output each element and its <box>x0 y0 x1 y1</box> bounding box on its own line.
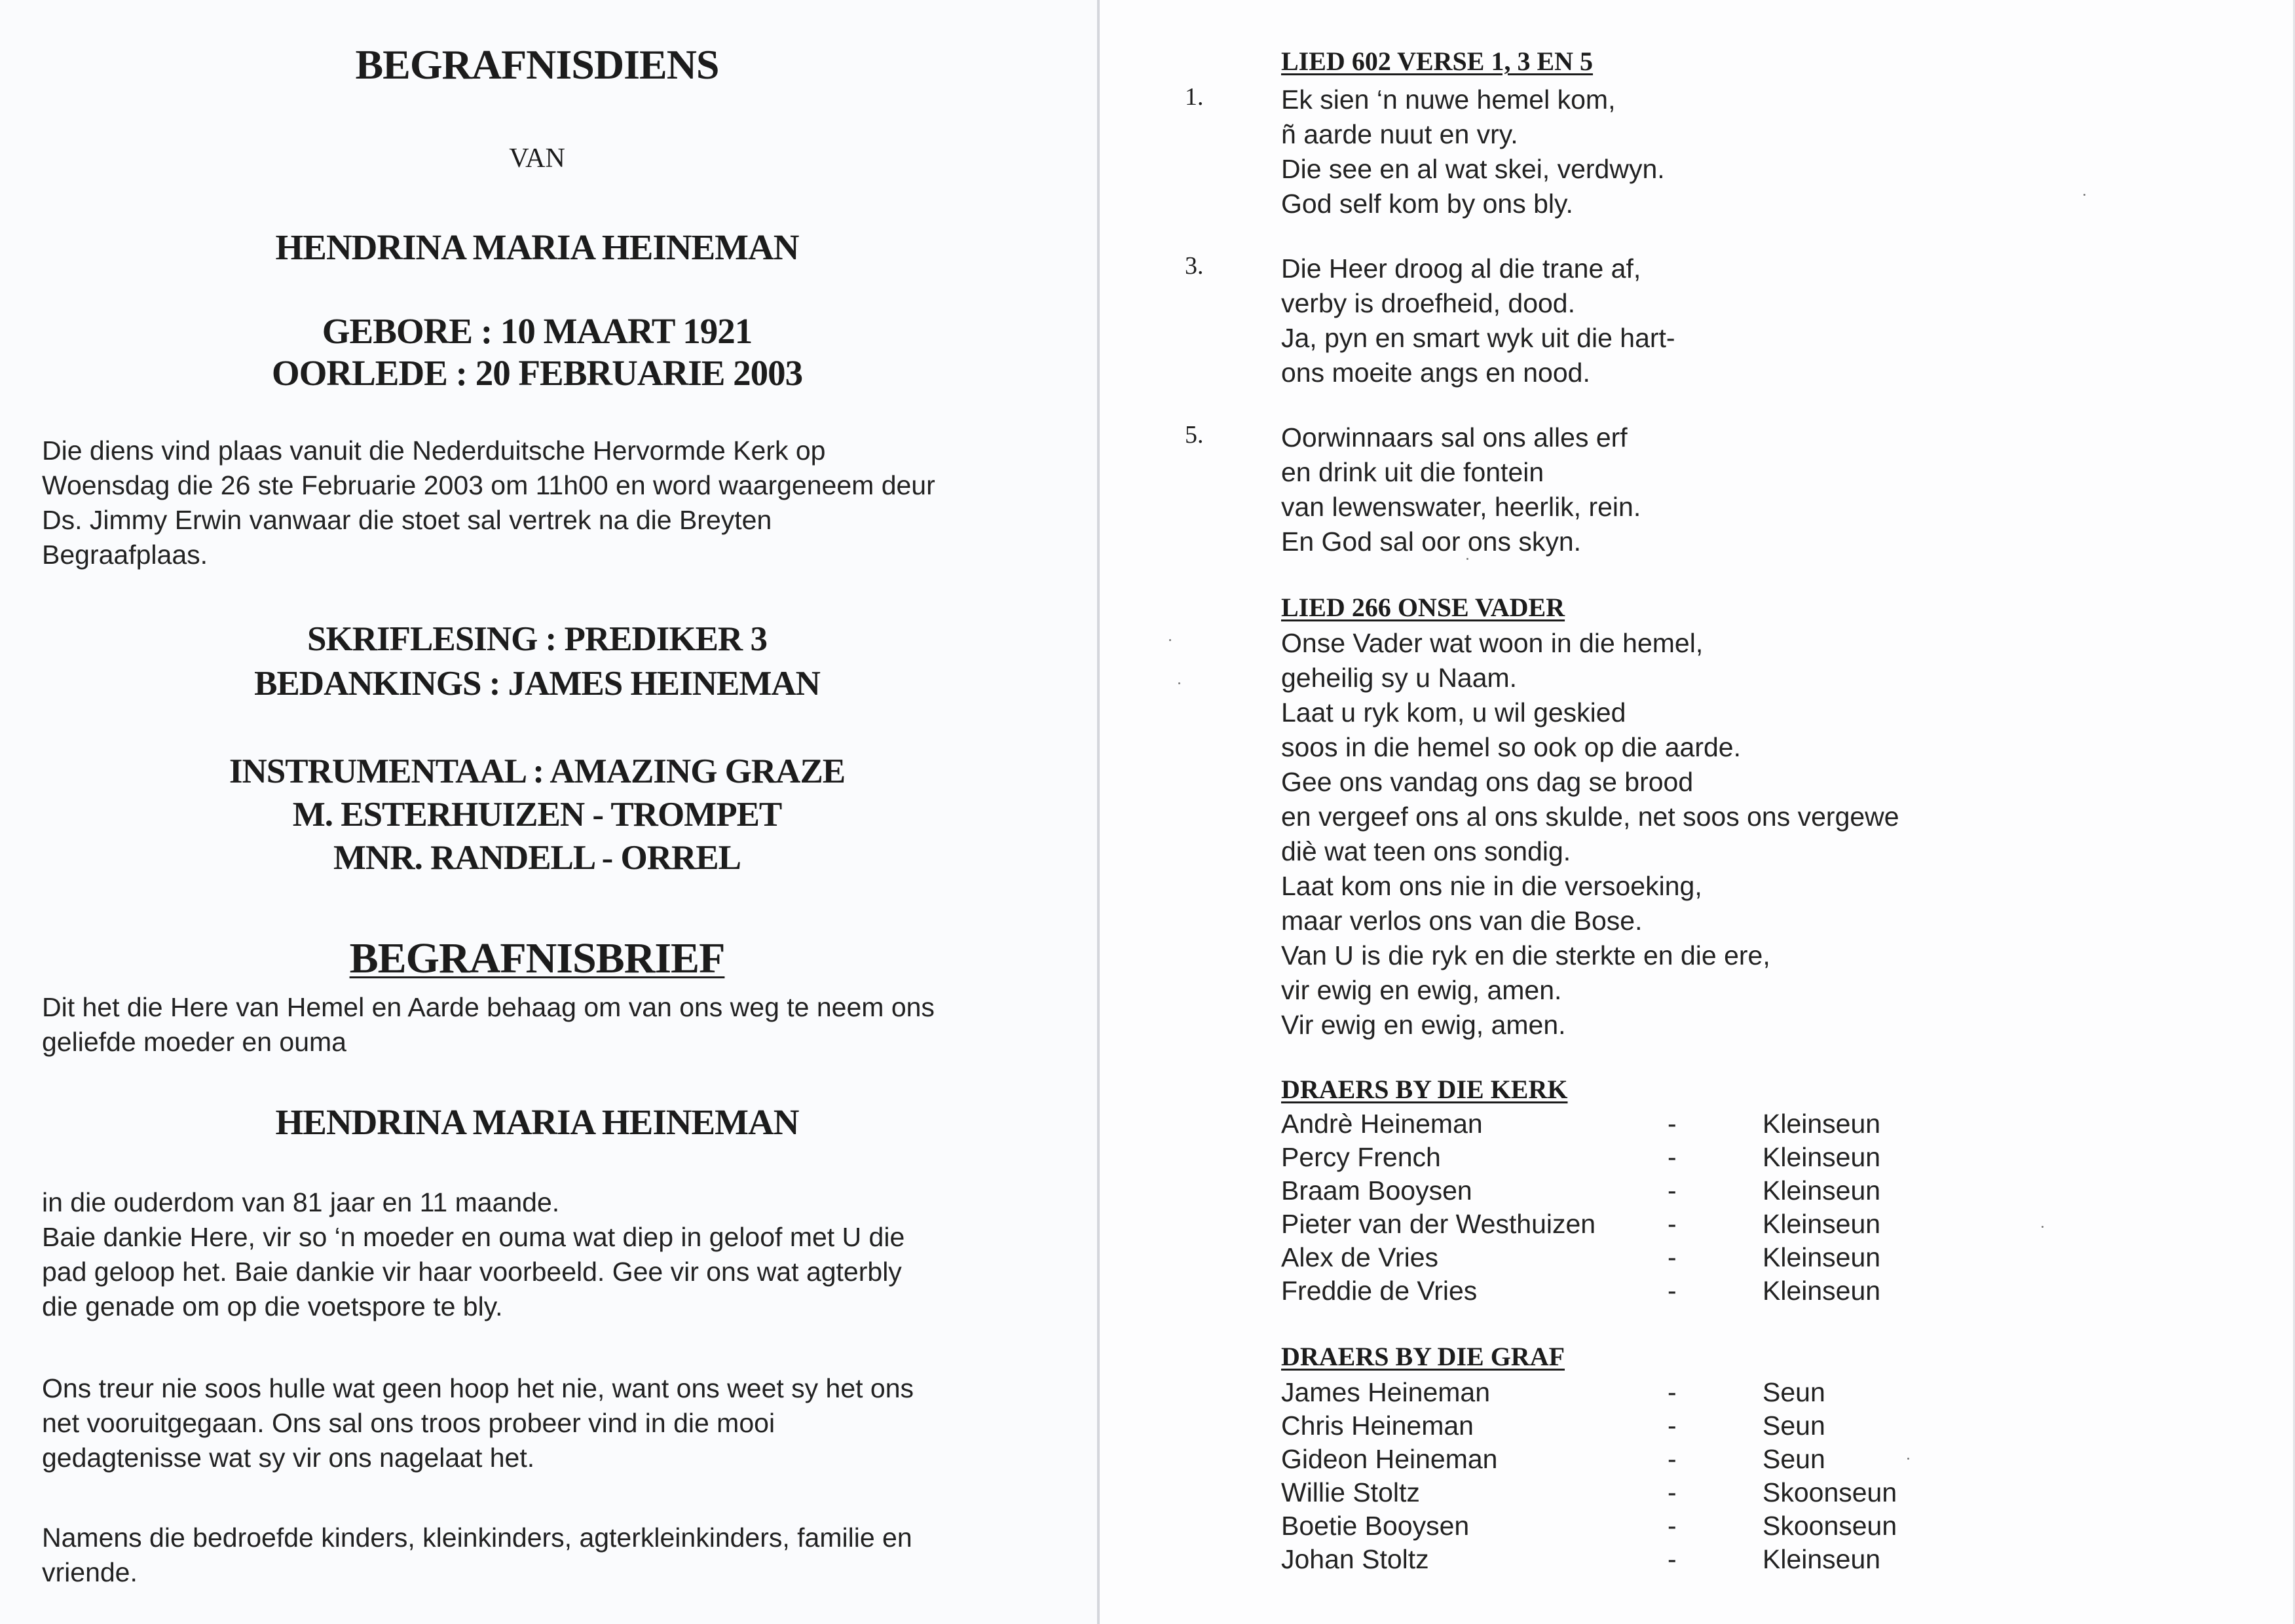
bearer-dash: - <box>1668 1142 1677 1172</box>
death-date: OORLEDE : 20 FEBRUARIE 2003 <box>271 353 803 393</box>
letter-intro <box>42 990 935 1060</box>
verse-line: Ja, pyn en smart wyk uit die hart- <box>1281 323 1675 353</box>
verse-line: ñ aarde nuut en vry. <box>1281 119 1518 149</box>
verse-line: Die Heer droog al die trane af, <box>1281 253 1641 284</box>
prayer-line: Onse Vader wat woon in die hemel, <box>1281 628 1704 658</box>
bearer-relation: Seun <box>1763 1411 1825 1441</box>
letter-paragraph-2 <box>42 1371 914 1475</box>
scan-speck <box>1466 558 1468 560</box>
prayer-line: geheilig sy u Naam. <box>1281 663 1518 693</box>
scripture-reading: SKRIFLESING : PREDIKER 3 <box>307 620 767 658</box>
scan-speck <box>2042 1226 2043 1228</box>
bearer-dash: - <box>1668 1511 1677 1541</box>
letter-paragraph-3 <box>42 1521 912 1590</box>
verse-number: 3. <box>1185 252 1204 280</box>
verse-line: en drink uit die fontein <box>1281 457 1544 487</box>
verse-line: Die see en al wat skei, verdwyn. <box>1281 154 1665 184</box>
bearer-relation: Kleinseun <box>1763 1142 1881 1172</box>
scan-speck <box>2083 194 2085 196</box>
verse-number: 5. <box>1185 421 1204 449</box>
bearer-relation: Skoonseun <box>1763 1477 1897 1507</box>
bearer-relation: Skoonseun <box>1763 1511 1897 1541</box>
prayer-line: Laat kom ons nie in die versoeking, <box>1281 871 1702 901</box>
bearer-name: Gideon Heineman <box>1281 1444 1498 1474</box>
bearer-name: Alex de Vries <box>1281 1242 1439 1272</box>
hymn-602-title: LIED 602 VERSE 1, 3 EN 5 <box>1281 46 1594 76</box>
trumpet-player: M. ESTERHUIZEN - TROMPET <box>292 796 782 834</box>
paragraph-line: Namens die bedroefde kinders, kleinkinders, agterkleinkinders, familie en <box>42 1522 912 1553</box>
bearer-name: Freddie de Vries <box>1281 1276 1478 1306</box>
hymn-266-title: LIED 266 ONSE VADER <box>1281 593 1565 622</box>
bearer-dash: - <box>1668 1544 1677 1574</box>
right-page <box>1100 0 2295 1624</box>
bearer-name: Johan Stoltz <box>1281 1544 1429 1574</box>
paragraph-line: net vooruitgegaan. Ons sal ons troos probeer vind in die mooi <box>42 1408 775 1438</box>
bearer-name: James Heineman <box>1281 1377 1491 1407</box>
birth-date: GEBORE : 10 MAART 1921 <box>322 311 753 351</box>
bearer-dash: - <box>1668 1242 1677 1272</box>
prayer-line: maar verlos ons van die Bose. <box>1281 906 1643 936</box>
scan-speck <box>1907 1458 1909 1460</box>
left-page <box>0 0 1097 1624</box>
bearer-name: Chris Heineman <box>1281 1411 1474 1441</box>
bearer-relation: Seun <box>1763 1444 1825 1474</box>
bearer-dash: - <box>1668 1109 1677 1139</box>
bearer-dash: - <box>1668 1444 1677 1474</box>
page-title: BEGRAFNISDIENS <box>355 41 719 88</box>
paragraph-line: pad geloop het. Baie dankie vir haar voorbeeld. Gee vir ons wat agterbly <box>42 1257 902 1287</box>
bearer-dash: - <box>1668 1477 1677 1507</box>
scan-speck <box>1169 639 1171 641</box>
paragraph-line: vriende. <box>42 1557 138 1587</box>
verse-line: ons moeite angs en nood. <box>1281 358 1590 388</box>
paragraph-line: Baie dankie Here, vir so ‘n moeder en ouma wat diep in geloof met U die <box>42 1222 905 1252</box>
verse-line: verby is droefheid, dood. <box>1281 288 1575 318</box>
bearer-name: Pieter van der Westhuizen <box>1281 1209 1596 1239</box>
prayer-line: Laat u ryk kom, u wil geskied <box>1281 697 1626 728</box>
bearer-dash: - <box>1668 1377 1677 1407</box>
paragraph-line: gedagtenisse wat sy vir ons nagelaat het. <box>42 1443 535 1473</box>
prayer-line: Gee ons vandag ons dag se brood <box>1281 767 1694 797</box>
grave-bearers-list <box>1281 1375 1897 1585</box>
paragraph-line: die genade om op die voetspore te bly. <box>42 1291 503 1321</box>
bearer-relation: Kleinseun <box>1763 1242 1881 1272</box>
grave-bearers-title: DRAERS BY DIE GRAF <box>1281 1342 1565 1371</box>
scan-speck <box>1178 682 1180 684</box>
bearer-relation: Kleinseun <box>1763 1175 1881 1206</box>
prayer-line: soos in die hemel so ook op die aarde. <box>1281 732 1742 762</box>
lords-prayer <box>1281 626 1899 1043</box>
prayer-line: diè wat teen ons sondig. <box>1281 836 1571 866</box>
letter-paragraph-1 <box>42 1185 905 1324</box>
organ-player: MNR. RANDELL - ORREL <box>333 839 741 877</box>
verse-line: God self kom by ons bly. <box>1281 189 1573 219</box>
bearer-relation: Kleinseun <box>1763 1209 1881 1239</box>
church-bearers-title: DRAERS BY DIE KERK <box>1281 1075 1568 1104</box>
prayer-line: vir ewig en ewig, amen. <box>1281 975 1562 1005</box>
paragraph-line: Ons treur nie soos hulle wat geen hoop het nie, want ons weet sy het ons <box>42 1373 914 1403</box>
bearer-name: Boetie Booysen <box>1281 1511 1470 1541</box>
instrumental-piece: INSTRUMENTAAL : AMAZING GRAZE <box>229 752 846 790</box>
bearer-name: Willie Stoltz <box>1281 1477 1420 1507</box>
van-label: VAN <box>509 143 565 174</box>
verse-line: Ek sien ‘n nuwe hemel kom, <box>1281 84 1616 115</box>
service-details <box>42 434 935 572</box>
verse-line: van lewenswater, heerlik, rein. <box>1281 492 1641 522</box>
bearer-name: Braam Booysen <box>1281 1175 1472 1206</box>
bearer-relation: Kleinseun <box>1763 1109 1881 1139</box>
paragraph-line: in die ouderdom van 81 jaar en 11 maande. <box>42 1187 560 1217</box>
bearer-dash: - <box>1668 1209 1677 1239</box>
thanks-speaker: BEDANKINGS : JAMES HEINEMAN <box>254 665 820 703</box>
letter-intro-line: geliefde moeder en ouma <box>42 1027 346 1057</box>
prayer-line: Vir ewig en ewig, amen. <box>1281 1010 1566 1040</box>
letter-intro-line: Dit het die Here van Hemel en Aarde behaag om van ons weg te neem ons <box>42 992 935 1022</box>
verse-5 <box>1281 420 1641 559</box>
verse-number: 1. <box>1185 83 1204 111</box>
church-bearers-list <box>1281 1107 1881 1316</box>
bearer-relation: Seun <box>1763 1377 1825 1407</box>
bearer-name: Percy French <box>1281 1142 1441 1172</box>
verse-1 <box>1281 83 1665 221</box>
verse-3 <box>1281 251 1675 390</box>
prayer-line: en vergeef ons al ons skulde, net soos ons vergewe <box>1281 802 1899 832</box>
bearer-dash: - <box>1668 1276 1677 1306</box>
bearer-name: Andrè Heineman <box>1281 1109 1483 1139</box>
bearer-relation: Kleinseun <box>1763 1276 1881 1306</box>
letter-title: BEGRAFNISBRIEF <box>349 934 725 982</box>
service-line: Die diens vind plaas vanuit die Nederduitsche Hervormde Kerk op <box>42 435 826 466</box>
deceased-name: HENDRINA MARIA HEINEMAN <box>275 227 799 267</box>
deceased-name-repeat: HENDRINA MARIA HEINEMAN <box>275 1102 799 1142</box>
service-line: Ds. Jimmy Erwin vanwaar die stoet sal vertrek na die Breyten <box>42 505 772 535</box>
verse-line: En God sal oor ons skyn. <box>1281 526 1582 557</box>
prayer-line: Van U is die ryk en die sterkte en die ere, <box>1281 940 1770 970</box>
verse-line: Oorwinnaars sal ons alles erf <box>1281 422 1628 452</box>
bearer-dash: - <box>1668 1175 1677 1206</box>
service-line: Begraafplaas. <box>42 540 208 570</box>
service-line: Woensdag die 26 ste Februarie 2003 om 11h00 en word waargeneem deur <box>42 470 935 500</box>
bearer-relation: Kleinseun <box>1763 1544 1881 1574</box>
bearer-dash: - <box>1668 1411 1677 1441</box>
